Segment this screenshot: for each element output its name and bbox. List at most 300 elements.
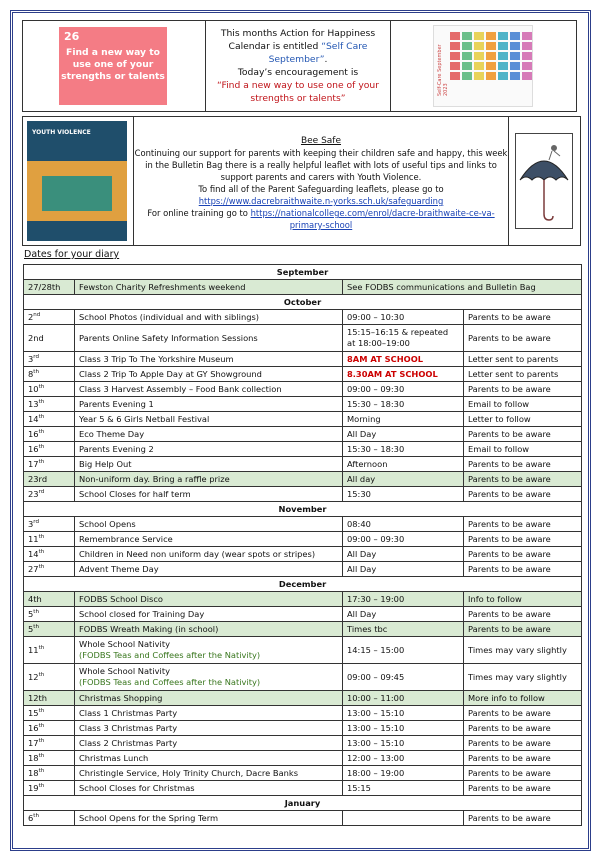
date-day: 11 xyxy=(28,644,39,655)
event-note: Times may vary slightly xyxy=(464,664,582,691)
event-title: Non-uniform day. Bring a raffle prize xyxy=(79,473,230,484)
calendar-cell xyxy=(486,52,496,60)
event-note: Parents to be aware xyxy=(464,766,582,781)
bee-safe-find: To find all of the Parent Safeguarding leaflets, please go to xyxy=(198,184,444,194)
event-date xyxy=(24,664,75,691)
month-header-row xyxy=(24,796,582,811)
calendar-cell xyxy=(474,32,484,40)
event-time: 13:00 – 15:10 xyxy=(343,736,464,751)
event-date xyxy=(24,751,75,766)
happiness-card-cell xyxy=(23,21,206,111)
event-title: Whole School Nativity xyxy=(79,639,170,649)
event-time: 13:00 – 15:10 xyxy=(343,721,464,736)
date-day: 18 xyxy=(28,767,39,778)
date-day: 2 xyxy=(28,311,34,322)
event-title: Christmas Lunch xyxy=(79,752,149,763)
calendar-image-cell xyxy=(391,21,576,111)
event-name xyxy=(75,721,343,736)
date-day: 23 xyxy=(28,488,39,499)
table-row xyxy=(24,487,582,502)
event-date xyxy=(24,706,75,721)
encouragement-text: “Find a new way to use one of your strengths or talents” xyxy=(217,80,379,104)
calendar-cell xyxy=(510,42,520,50)
table-row xyxy=(24,607,582,622)
event-note: Parents to be aware xyxy=(464,532,582,547)
event-note: Parents to be aware xyxy=(464,736,582,751)
event-title: School closed for Training Day xyxy=(79,608,205,619)
event-name xyxy=(75,691,343,706)
event-date xyxy=(24,721,75,736)
calendar-cell xyxy=(462,72,472,80)
date-suffix: th xyxy=(38,533,45,540)
date-suffix: th xyxy=(38,671,45,678)
table-row xyxy=(24,310,582,325)
event-note: Parents to be aware xyxy=(464,751,582,766)
calendar-cell xyxy=(522,32,532,40)
event-time: 09:00 – 09:30 xyxy=(343,532,464,547)
event-date xyxy=(24,691,75,706)
event-name xyxy=(75,367,343,382)
umbrella-icon xyxy=(516,134,572,228)
calendar-cell xyxy=(522,42,532,50)
bee-safe-box xyxy=(22,116,581,246)
date-day: 12 xyxy=(28,671,39,682)
event-title: Class 3 Trip To The Yorkshire Museum xyxy=(79,353,234,364)
bee-safe-text xyxy=(133,117,509,245)
table-row xyxy=(24,811,582,826)
table-row xyxy=(24,382,582,397)
calendar-cell xyxy=(450,52,460,60)
event-name xyxy=(75,562,343,577)
date-day: 14 xyxy=(28,413,39,424)
event-title: Parents Online Safety Information Sessions xyxy=(79,332,258,343)
event-note: Parents to be aware xyxy=(464,310,582,325)
table-row xyxy=(24,427,582,442)
event-date xyxy=(24,517,75,532)
bee-safe-title: Bee Safe xyxy=(300,136,342,146)
bee-safe-body: Continuing our support for parents with keeping their children safe and happy, this week in the Bulletin Bag there is a really helpful leaflet with lots of useful tips and links to support parents and carers with Youth Violence. xyxy=(134,148,508,182)
calendar-cell xyxy=(522,62,532,70)
diary-heading: Dates for your diary xyxy=(24,249,120,260)
event-name xyxy=(75,811,343,826)
calendar-name: “Self Care September” xyxy=(268,41,368,65)
date-suffix: th xyxy=(33,623,39,630)
table-row xyxy=(24,532,582,547)
calendar-cell xyxy=(510,32,520,40)
calendar-cell xyxy=(450,62,460,70)
calendar-title: Self-Care September 2023 xyxy=(437,44,449,96)
event-title: Class 1 Christmas Party xyxy=(79,707,178,718)
event-title: Whole School Nativity xyxy=(79,666,170,676)
happiness-text xyxy=(206,21,391,111)
event-note: Parents to be aware xyxy=(464,781,582,796)
event-date xyxy=(24,811,75,826)
date-suffix: th xyxy=(38,563,45,570)
event-time: 15:30 – 18:30 xyxy=(343,397,464,412)
month-label: December xyxy=(24,577,582,592)
date-day: 17 xyxy=(28,737,39,748)
calendar-cell xyxy=(474,52,484,60)
date-suffix: th xyxy=(38,413,45,420)
date-day: 27/28th xyxy=(28,281,61,292)
table-row xyxy=(24,751,582,766)
calendar-cell xyxy=(498,32,508,40)
table-row xyxy=(24,622,582,637)
event-note: Parents to be aware xyxy=(464,811,582,826)
table-row xyxy=(24,637,582,664)
event-name xyxy=(75,781,343,796)
calendar-cell xyxy=(462,52,472,60)
event-date xyxy=(24,442,75,457)
calendar-cell xyxy=(450,42,460,50)
date-suffix: th xyxy=(38,548,45,555)
table-row xyxy=(24,736,582,751)
event-name xyxy=(75,382,343,397)
date-suffix: th xyxy=(38,458,45,465)
calendar-cell xyxy=(450,32,460,40)
date-suffix: th xyxy=(33,368,39,375)
event-title: School Closes for Christmas xyxy=(79,782,195,793)
event-date xyxy=(24,736,75,751)
event-name xyxy=(75,457,343,472)
event-note: Parents to be aware xyxy=(464,517,582,532)
event-title: Eco Theme Day xyxy=(79,428,145,439)
date-suffix: rd xyxy=(38,488,45,495)
date-day: 5 xyxy=(28,623,34,634)
calendar-cell xyxy=(510,72,520,80)
calendar-cell xyxy=(462,32,472,40)
table-row xyxy=(24,442,582,457)
date-suffix: th xyxy=(38,752,45,759)
calendar-image xyxy=(433,25,533,107)
month-header-row xyxy=(24,265,582,280)
table-row xyxy=(24,691,582,706)
event-time: All Day xyxy=(343,427,464,442)
month-label: November xyxy=(24,502,582,517)
event-name xyxy=(75,280,343,295)
calendar-cell xyxy=(522,52,532,60)
event-title: Advent Theme Day xyxy=(79,563,159,574)
date-day: 4th xyxy=(28,593,42,604)
date-day: 18 xyxy=(28,752,39,763)
calendar-cell xyxy=(498,42,508,50)
event-name xyxy=(75,487,343,502)
event-title: Big Help Out xyxy=(79,458,132,469)
event-title: Class 2 Trip To Apple Day at GY Showground xyxy=(79,368,262,379)
event-time: Morning xyxy=(343,412,464,427)
date-day: 13 xyxy=(28,398,39,409)
month-header-row xyxy=(24,502,582,517)
event-note: Parents to be aware xyxy=(464,562,582,577)
event-name xyxy=(75,517,343,532)
event-note: Parents to be aware xyxy=(464,427,582,442)
date-day: 12th xyxy=(28,692,48,703)
calendar-cell xyxy=(510,52,520,60)
event-name xyxy=(75,352,343,367)
event-date xyxy=(24,487,75,502)
event-note: Parents to be aware xyxy=(464,547,582,562)
table-row xyxy=(24,280,582,295)
event-title: Fewston Charity Refreshments weekend xyxy=(79,281,246,292)
event-title: FODBS School Disco xyxy=(79,593,163,604)
calendar-cell xyxy=(498,52,508,60)
event-time: 15:30 – 18:30 xyxy=(343,442,464,457)
date-day: 16 xyxy=(28,722,39,733)
event-name xyxy=(75,706,343,721)
event-name xyxy=(75,310,343,325)
date-day: 8 xyxy=(28,368,34,379)
calendar-cell xyxy=(498,72,508,80)
event-note: Times may vary slightly xyxy=(464,637,582,664)
event-name xyxy=(75,607,343,622)
date-suffix: th xyxy=(38,443,45,450)
calendar-grid xyxy=(450,32,532,80)
calendar-cell xyxy=(474,42,484,50)
date-suffix: th xyxy=(38,428,45,435)
table-row xyxy=(24,352,582,367)
event-title: Class 3 Harvest Assembly – Food Bank collection xyxy=(79,383,282,394)
table-row xyxy=(24,397,582,412)
happiness-line2: Today’s encouragement is xyxy=(237,67,359,78)
event-time: 17:30 – 19:00 xyxy=(343,592,464,607)
table-row xyxy=(24,664,582,691)
date-suffix: rd xyxy=(33,353,39,360)
event-title: Class 2 Christmas Party xyxy=(79,737,178,748)
diary-table xyxy=(23,264,582,826)
event-name xyxy=(75,766,343,781)
date-suffix: nd xyxy=(33,311,41,318)
event-note: Email to follow xyxy=(464,442,582,457)
event-name xyxy=(75,622,343,637)
event-date xyxy=(24,532,75,547)
event-title: Christmas Shopping xyxy=(79,692,163,703)
calendar-cell xyxy=(474,72,484,80)
event-time: 8AM AT SCHOOL xyxy=(343,352,464,367)
event-date xyxy=(24,781,75,796)
event-title: School Closes for half term xyxy=(79,488,191,499)
event-title: Remembrance Service xyxy=(79,533,173,544)
event-name xyxy=(75,592,343,607)
event-time: 08:40 xyxy=(343,517,464,532)
event-time xyxy=(343,811,464,826)
event-date xyxy=(24,412,75,427)
event-name xyxy=(75,547,343,562)
event-date xyxy=(24,637,75,664)
event-date xyxy=(24,310,75,325)
calendar-cell xyxy=(486,72,496,80)
event-time: 18:00 – 19:00 xyxy=(343,766,464,781)
event-time: 09:00 – 10:30 xyxy=(343,310,464,325)
calendar-cell xyxy=(462,62,472,70)
table-row xyxy=(24,517,582,532)
date-suffix: th xyxy=(38,644,45,651)
event-name xyxy=(75,397,343,412)
table-row xyxy=(24,562,582,577)
safeguarding-link[interactable]: https://www.dacrebraithwaite.n-yorks.sch.uk/safeguarding xyxy=(198,196,444,206)
date-day: 3 xyxy=(28,353,34,364)
date-day: 27 xyxy=(28,563,39,574)
umbrella-image xyxy=(515,133,573,229)
calendar-cell xyxy=(486,62,496,70)
event-name xyxy=(75,472,343,487)
month-label: September xyxy=(24,265,582,280)
training-text: For online training go to xyxy=(147,208,251,218)
date-suffix: th xyxy=(38,398,45,405)
event-subnote: (FODBS Teas and Coffees after the Nativity) xyxy=(79,650,261,660)
youth-violence-poster xyxy=(27,121,127,241)
event-title: Christingle Service, Holy Trinity Church, Dacre Banks xyxy=(79,767,299,778)
calendar-cell xyxy=(486,42,496,50)
event-time: All Day xyxy=(343,607,464,622)
date-suffix: th xyxy=(33,608,39,615)
table-row xyxy=(24,592,582,607)
table-row xyxy=(24,325,582,352)
table-row xyxy=(24,766,582,781)
event-date xyxy=(24,472,75,487)
event-date xyxy=(24,622,75,637)
table-row xyxy=(24,721,582,736)
event-note: Letter to follow xyxy=(464,412,582,427)
card-number: 26 xyxy=(64,30,80,43)
table-row xyxy=(24,412,582,427)
table-row xyxy=(24,367,582,382)
event-title: School Photos (individual and with siblings) xyxy=(79,311,260,322)
event-time: 09:00 – 09:30 xyxy=(343,382,464,397)
date-suffix: th xyxy=(38,767,45,774)
month-header-row xyxy=(24,577,582,592)
event-time: 15:15–16:15 & repeated at 18:00–19:00 xyxy=(343,325,464,352)
event-name xyxy=(75,637,343,664)
table-row xyxy=(24,706,582,721)
date-day: 3 xyxy=(28,518,34,529)
event-time: Afternoon xyxy=(343,457,464,472)
date-day: 23rd xyxy=(28,473,48,484)
event-note: Parents to be aware xyxy=(464,325,582,352)
poster-graphic xyxy=(42,176,112,211)
event-note: Parents to be aware xyxy=(464,487,582,502)
date-day: 6 xyxy=(28,812,34,823)
date-suffix: th xyxy=(38,707,45,714)
event-date xyxy=(24,562,75,577)
event-date xyxy=(24,766,75,781)
event-title: Class 3 Christmas Party xyxy=(79,722,178,733)
event-time: All Day xyxy=(343,562,464,577)
event-date xyxy=(24,397,75,412)
event-date xyxy=(24,427,75,442)
event-name xyxy=(75,532,343,547)
event-date xyxy=(24,607,75,622)
event-date xyxy=(24,457,75,472)
month-label: January xyxy=(24,796,582,811)
event-time: All day xyxy=(343,472,464,487)
event-name xyxy=(75,427,343,442)
month-label: October xyxy=(24,295,582,310)
event-date xyxy=(24,280,75,295)
event-time: 15:15 xyxy=(343,781,464,796)
event-note: Parents to be aware xyxy=(464,706,582,721)
event-subnote: (FODBS Teas and Coffees after the Nativity) xyxy=(79,677,261,687)
date-suffix: th xyxy=(33,812,39,819)
event-time: 13:00 – 15:10 xyxy=(343,706,464,721)
table-row xyxy=(24,472,582,487)
card-text: Find a new way to use one of your strengths or talents xyxy=(61,47,165,82)
event-name xyxy=(75,442,343,457)
event-date xyxy=(24,325,75,352)
event-note: More info to follow xyxy=(464,691,582,706)
date-day: 15 xyxy=(28,707,39,718)
date-day: 19 xyxy=(28,782,39,793)
event-note: Parents to be aware xyxy=(464,472,582,487)
calendar-cell xyxy=(522,72,532,80)
event-time: See FODBS communications and Bulletin Bag xyxy=(343,280,582,295)
date-suffix: th xyxy=(38,722,45,729)
event-title: FODBS Wreath Making (in school) xyxy=(79,623,219,634)
month-header-row xyxy=(24,295,582,310)
table-row xyxy=(24,547,582,562)
event-note: Parents to be aware xyxy=(464,457,582,472)
event-date xyxy=(24,352,75,367)
event-note: Letter sent to parents xyxy=(464,352,582,367)
event-note: Info to follow xyxy=(464,592,582,607)
event-name xyxy=(75,751,343,766)
date-day: 14 xyxy=(28,548,39,559)
event-date xyxy=(24,382,75,397)
date-day: 17 xyxy=(28,458,39,469)
event-name xyxy=(75,664,343,691)
happiness-line1-end: . xyxy=(324,54,328,65)
event-title: Parents Evening 1 xyxy=(79,398,154,409)
happiness-box xyxy=(22,20,577,112)
event-date xyxy=(24,367,75,382)
encouragement-card xyxy=(59,27,167,105)
calendar-cell xyxy=(462,42,472,50)
calendar-cell xyxy=(450,72,460,80)
event-title: Year 5 & 6 Girls Netball Festival xyxy=(79,413,210,424)
event-time: All Day xyxy=(343,547,464,562)
table-row xyxy=(24,781,582,796)
event-date xyxy=(24,592,75,607)
event-note: Email to follow xyxy=(464,397,582,412)
event-time: 09:00 – 09:45 xyxy=(343,664,464,691)
event-title: Children in Need non uniform day (wear spots or stripes) xyxy=(79,548,316,559)
date-day: 10 xyxy=(28,383,39,394)
event-title: School Opens for the Spring Term xyxy=(79,812,219,823)
date-day: 11 xyxy=(28,533,39,544)
event-date xyxy=(24,547,75,562)
event-title: School Opens xyxy=(79,518,136,529)
poster-title: YOUTH VIOLENCE xyxy=(32,129,91,136)
date-day: 2nd xyxy=(28,332,44,343)
event-time: 15:30 xyxy=(343,487,464,502)
date-suffix: th xyxy=(38,383,45,390)
calendar-cell xyxy=(486,32,496,40)
event-title: Parents Evening 2 xyxy=(79,443,154,454)
event-name xyxy=(75,325,343,352)
date-day: 16 xyxy=(28,428,39,439)
happiness-line1: This months Action for Happiness Calendar is entitled xyxy=(220,28,376,52)
training-link[interactable]: https://nationalcollege.com/enrol/dacre-braithwaite-ce-va-primary-school xyxy=(250,208,495,230)
event-note: Letter sent to parents xyxy=(464,367,582,382)
calendar-cell xyxy=(510,62,520,70)
event-name xyxy=(75,736,343,751)
calendar-cell xyxy=(474,62,484,70)
date-suffix: th xyxy=(38,782,45,789)
event-time: 12:00 – 13:00 xyxy=(343,751,464,766)
date-day: 5 xyxy=(28,608,34,619)
event-note: Parents to be aware xyxy=(464,721,582,736)
event-note: Parents to be aware xyxy=(464,622,582,637)
event-time: 14:15 – 15:00 xyxy=(343,637,464,664)
